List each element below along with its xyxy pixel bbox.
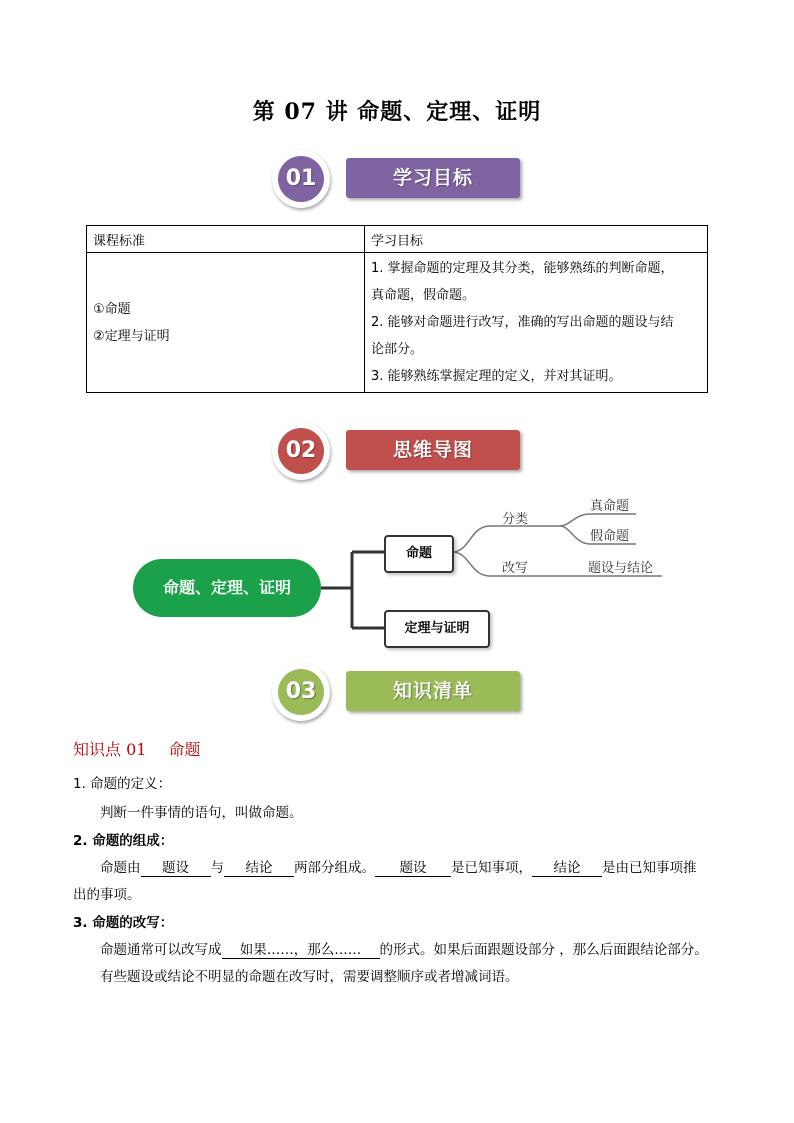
knowledge-point-prefix: 知识点 01	[73, 740, 147, 759]
table-header-objective: 学习目标	[365, 226, 708, 253]
text: 两部分组成。	[294, 860, 375, 876]
text: 命题通常可以改写成	[100, 942, 222, 958]
standard-item: ①命题	[93, 301, 131, 317]
knowledge-point-name: 命题	[168, 740, 201, 759]
mind-map-sub-classify: 分类	[502, 512, 529, 527]
mind-map-sub-rewrite: 改写	[502, 561, 529, 576]
section-number: 02	[285, 438, 317, 463]
composition-body-cont: 出的事项。	[73, 887, 141, 903]
blank-answer: 结论	[532, 860, 602, 877]
mind-map-leaf-false: 假命题	[590, 529, 630, 544]
mind-map-branch-proposition: 命题	[384, 535, 454, 573]
blank-answer: 如果……，那么……	[222, 942, 380, 959]
mind-map-leaf-condition: 题设与结论	[588, 561, 654, 576]
section-banner-01	[272, 150, 522, 208]
section-label: 学习目标	[392, 167, 473, 189]
page-title: 第 07 讲 命题、定理、证明	[252, 99, 542, 125]
mind-map-leaf-true: 真命题	[590, 499, 630, 514]
blank-answer: 题设	[141, 860, 211, 877]
composition-heading: 2. 命题的组成：	[73, 833, 174, 849]
objective-line: 1. 掌握命题的定理及其分类，能够熟练的判断命题，	[371, 261, 674, 276]
objectives-cell	[365, 253, 708, 393]
table-header-row	[87, 226, 708, 253]
knowledge-point-title	[73, 737, 200, 760]
definition-body: 判断一件事情的语句，叫做命题。	[100, 805, 303, 821]
mind-map-root: 命题、定理、证明	[133, 559, 321, 617]
section-number: 01	[285, 166, 317, 191]
text: 与	[210, 860, 224, 876]
section-banner-03	[272, 663, 522, 721]
table-header-standard: 课程标准	[87, 226, 365, 253]
objective-line: 3. 能够熟练掌握定理的定义，并对其证明。	[371, 369, 622, 384]
section-number: 03	[285, 679, 317, 704]
rewrite-heading: 3. 命题的改写：	[73, 915, 174, 931]
composition-body	[100, 856, 697, 877]
section-label: 思维导图	[392, 439, 473, 461]
blank-answer: 结论	[224, 860, 294, 877]
mind-map-branch-theorem: 定理与证明	[384, 610, 490, 648]
rewrite-note: 有些题设或结论不明显的命题在改写时，需要调整顺序或者增减词语。	[100, 969, 519, 985]
goals-table	[86, 225, 708, 393]
text: 是已知事项，	[451, 860, 532, 876]
standards-cell	[87, 253, 365, 393]
standard-item: ②定理与证明	[93, 328, 170, 344]
objective-line: 论部分。	[371, 342, 424, 357]
objective-line: 2. 能够对命题进行改写，准确的写出命题的题设与结	[371, 315, 674, 330]
section-label: 知识清单	[392, 680, 473, 702]
blank-answer: 题设	[375, 860, 451, 877]
objective-line: 真命题，假命题。	[371, 288, 476, 303]
rewrite-body	[100, 938, 708, 959]
section-banner-02	[272, 422, 522, 480]
text: 命题由	[100, 860, 141, 876]
text: 的形式。如果后面跟题设部分 ，那么后面跟结论部分。	[379, 942, 708, 958]
definition-heading: 1. 命题的定义：	[73, 776, 172, 792]
mind-map	[0, 480, 794, 650]
text: 是由已知事项推	[602, 860, 697, 876]
table-row	[87, 253, 708, 393]
